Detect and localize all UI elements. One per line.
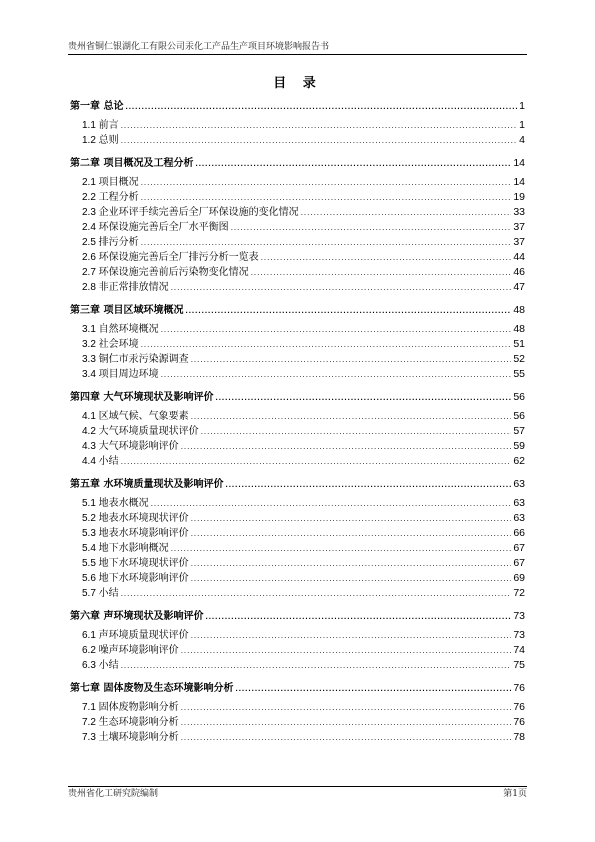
toc-chapter[interactable]: [70, 389, 525, 405]
toc-entry-page: 69: [513, 572, 525, 584]
dot-leader: [251, 265, 512, 280]
table-of-contents: [70, 95, 525, 749]
toc-section[interactable]: [70, 541, 525, 556]
toc-entry-page: 46: [513, 266, 525, 278]
toc-entry-page: 56: [513, 391, 525, 403]
toc-entry-label: 2.3 企业环评手续完善后全厂环保设施的变化情况: [82, 207, 299, 218]
dot-leader: [195, 156, 511, 172]
toc-entry-label: 6.2 噪声环境影响评价: [82, 645, 179, 656]
dot-leader: [121, 586, 512, 601]
toc-entry-label: 2.6 环保设施完善后全厂排污分析一览表: [82, 252, 259, 263]
toc-section[interactable]: [70, 511, 525, 526]
toc-entry-page: 76: [513, 716, 525, 728]
toc-section[interactable]: [70, 730, 525, 745]
toc-entry-page: 44: [513, 251, 525, 263]
toc-entry-label: 5.7 小结: [82, 588, 119, 599]
toc-chapter[interactable]: [70, 476, 525, 492]
toc-entry-page: 47: [513, 281, 525, 293]
toc-entry-label: 第三章 项目区域环境概况: [70, 305, 184, 316]
dot-leader: [215, 390, 511, 406]
toc-section[interactable]: [70, 367, 525, 382]
toc-entry-page: 51: [513, 338, 525, 350]
toc-entry-label: 第六章 声环境现状及影响评价: [70, 611, 204, 622]
toc-entry-page: 48: [513, 304, 525, 316]
toc-entry-label: 6.3 小结: [82, 660, 119, 671]
dot-leader: [191, 352, 512, 367]
toc-entry-page: 78: [513, 731, 525, 743]
toc-entry-label: 6.1 声环境质量现状评价: [82, 630, 189, 641]
toc-entry-label: 第一章 总论: [70, 101, 124, 112]
footer-organization: 贵州省化工研究院编制: [68, 789, 159, 799]
toc-entry-label: 2.2 工程分析: [82, 192, 139, 203]
toc-entry-label: 7.1 固体废物影响分析: [82, 702, 179, 713]
toc-entry-page: 76: [513, 682, 525, 694]
toc-entry-page: 75: [513, 659, 525, 671]
toc-section[interactable]: [70, 715, 525, 730]
toc-entry-label: 4.4 小结: [82, 456, 119, 467]
dot-leader: [121, 133, 517, 148]
toc-section[interactable]: [70, 571, 525, 586]
toc-entry-label: 5.6 地下水环境影响评价: [82, 573, 189, 584]
dot-leader: [205, 609, 511, 625]
toc-entry-label: 3.3 铜仁市汞污染源调查: [82, 354, 189, 365]
toc-entry-page: 37: [513, 221, 525, 233]
dot-leader: [181, 715, 512, 730]
toc-section[interactable]: [70, 133, 525, 148]
dot-leader: [185, 303, 511, 319]
toc-entry-label: 7.2 生态环境影响分析: [82, 717, 179, 728]
toc-entry-label: 第四章 大气环境现状及影响评价: [70, 392, 214, 403]
toc-entry-page: 56: [513, 410, 525, 422]
toc-section[interactable]: [70, 175, 525, 190]
toc-section[interactable]: [70, 628, 525, 643]
page-header: [68, 41, 527, 55]
dot-leader: [191, 628, 512, 643]
toc-entry-page: 14: [513, 176, 525, 188]
toc-entry-page: 4: [519, 134, 525, 146]
toc-entry-label: 1.2 总则: [82, 135, 119, 146]
toc-entry-label: 5.1 地表水概况: [82, 498, 149, 509]
toc-entry-label: 第七章 固体废物及生态环境影响分析: [70, 683, 234, 694]
toc-entry-page: 1: [519, 119, 525, 131]
dot-leader: [301, 205, 512, 220]
dot-leader: [161, 322, 512, 337]
toc-entry-label: 5.3 地表水环境影响评价: [82, 528, 189, 539]
dot-leader: [261, 250, 512, 265]
toc-entry-label: 5.5 地下水环境现状评价: [82, 558, 189, 569]
toc-entry-page: 62: [513, 455, 525, 467]
dot-leader: [125, 99, 517, 115]
toc-section[interactable]: [70, 337, 525, 352]
toc-entry-page: 1: [519, 100, 525, 112]
dot-leader: [191, 556, 512, 571]
toc-section[interactable]: [70, 643, 525, 658]
toc-chapter[interactable]: [70, 608, 525, 624]
toc-entry-page: 73: [513, 610, 525, 622]
toc-entry-label: 4.1 区域气候、气象要素: [82, 411, 189, 422]
toc-section[interactable]: [70, 220, 525, 235]
header-text: 贵州省铜仁银湖化工有限公司汞化工产品生产项目环境影响报告书: [68, 42, 330, 52]
toc-entry-label: 2.5 排污分析: [82, 237, 139, 248]
toc-entry-page: 52: [513, 353, 525, 365]
toc-entry-page: 59: [513, 440, 525, 452]
toc-entry-page: 73: [513, 629, 525, 641]
toc-entry-label: 3.2 社会环境: [82, 339, 139, 350]
toc-chapter[interactable]: [70, 680, 525, 696]
dot-leader: [191, 571, 512, 586]
toc-entry-label: 2.8 非正常排放情况: [82, 282, 169, 293]
toc-entry-page: 48: [513, 323, 525, 335]
dot-leader: [181, 439, 512, 454]
toc-entry-label: 2.1 项目概况: [82, 177, 139, 188]
toc-section[interactable]: [70, 409, 525, 424]
dot-leader: [121, 118, 517, 133]
toc-entry-page: 67: [513, 542, 525, 554]
toc-entry-page: 74: [513, 644, 525, 656]
toc-entry-label: 第二章 项目概况及工程分析: [70, 158, 194, 169]
toc-section[interactable]: [70, 280, 525, 295]
toc-section[interactable]: [70, 586, 525, 601]
dot-leader: [191, 409, 512, 424]
toc-section[interactable]: [70, 658, 525, 673]
toc-section[interactable]: [70, 235, 525, 250]
toc-entry-label: 7.3 土壤环境影响分析: [82, 732, 179, 743]
dot-leader: [171, 541, 512, 556]
toc-entry-label: 5.4 地下水影响概况: [82, 543, 169, 554]
toc-entry-page: 66: [513, 527, 525, 539]
toc-section[interactable]: [70, 250, 525, 265]
toc-entry-page: 72: [513, 587, 525, 599]
dot-leader: [181, 730, 512, 745]
toc-entry-page: 14: [513, 157, 525, 169]
dot-leader: [161, 367, 512, 382]
dot-leader: [141, 337, 512, 352]
toc-section[interactable]: [70, 454, 525, 469]
dot-leader: [121, 454, 512, 469]
dot-leader: [225, 477, 511, 493]
toc-section[interactable]: [70, 118, 525, 133]
toc-section[interactable]: [70, 439, 525, 454]
toc-entry-page: 37: [513, 236, 525, 248]
toc-entry-page: 33: [513, 206, 525, 218]
toc-entry-label: 4.3 大气环境影响评价: [82, 441, 179, 452]
dot-leader: [201, 424, 512, 439]
toc-title: 目 录: [273, 76, 322, 91]
toc-entry-page: 63: [513, 512, 525, 524]
toc-entry-page: 67: [513, 557, 525, 569]
toc-section[interactable]: [70, 265, 525, 280]
dot-leader: [191, 511, 512, 526]
toc-chapter[interactable]: [70, 155, 525, 171]
toc-entry-label: 4.2 大气环境质量现状评价: [82, 426, 199, 437]
toc-section[interactable]: [70, 322, 525, 337]
toc-entry-page: 57: [513, 425, 525, 437]
dot-leader: [151, 496, 512, 511]
toc-entry-label: 3.4 项目周边环境: [82, 369, 159, 380]
toc-chapter[interactable]: [70, 302, 525, 318]
toc-entry-label: 3.1 自然环境概况: [82, 324, 159, 335]
dot-leader: [141, 235, 512, 250]
dot-leader: [191, 526, 512, 541]
toc-entry-page: 55: [513, 368, 525, 380]
toc-section[interactable]: [70, 556, 525, 571]
toc-entry-label: 5.2 地表水环境现状评价: [82, 513, 189, 524]
toc-entry-page: 19: [513, 191, 525, 203]
toc-section[interactable]: [70, 352, 525, 367]
toc-entry-page: 63: [513, 478, 525, 490]
dot-leader: [181, 700, 512, 715]
dot-leader: [121, 658, 512, 673]
toc-entry-label: 第五章 水环境质量现状及影响评价: [70, 479, 224, 490]
toc-entry-label: 2.4 环保设施完善后全厂水平衡图: [82, 222, 229, 233]
toc-section[interactable]: [70, 190, 525, 205]
toc-entry-label: 2.7 环保设施完善前后污染物变化情况: [82, 267, 249, 278]
toc-entry-page: 63: [513, 497, 525, 509]
toc-section[interactable]: [70, 496, 525, 511]
footer-page-number: 第1页: [503, 789, 527, 799]
dot-leader: [235, 681, 511, 697]
toc-section[interactable]: [70, 424, 525, 439]
dot-leader: [181, 643, 512, 658]
toc-section[interactable]: [70, 700, 525, 715]
dot-leader: [171, 280, 512, 295]
toc-chapter[interactable]: [70, 98, 525, 114]
page-footer: [68, 786, 527, 801]
dot-leader: [141, 175, 512, 190]
dot-leader: [141, 190, 512, 205]
toc-entry-label: 1.1 前言: [82, 120, 119, 131]
toc-entry-page: 76: [513, 701, 525, 713]
toc-section[interactable]: [70, 205, 525, 220]
dot-leader: [231, 220, 512, 235]
toc-section[interactable]: [70, 526, 525, 541]
